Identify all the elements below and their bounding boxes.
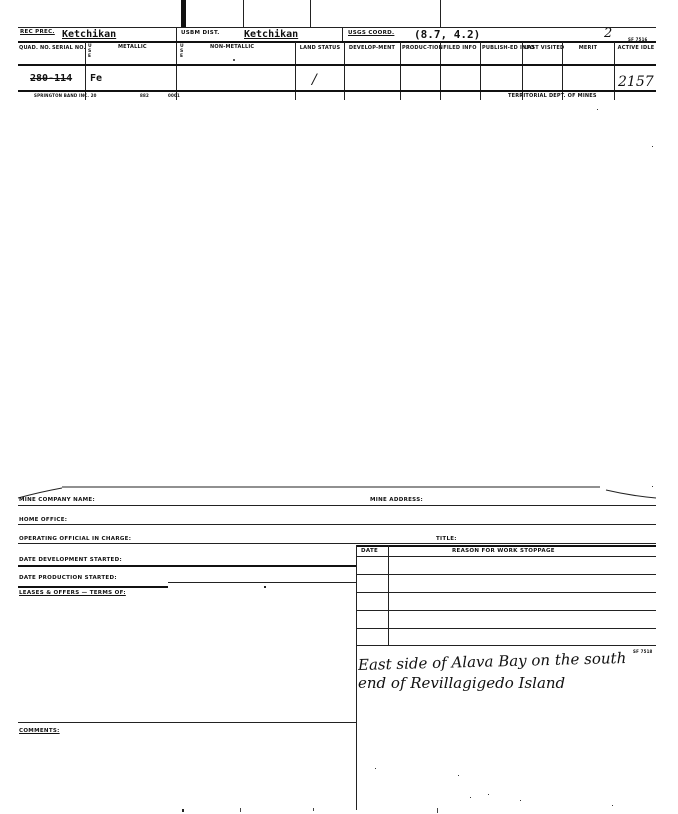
col-use-top: U S E [88, 44, 92, 59]
usbm-dist-label: USBM DIST. [181, 30, 220, 36]
top-stub-line [440, 0, 441, 27]
printer-credit: SPRINGTON BAND INC. 20 [34, 93, 97, 98]
comments-label: COMMENTS: [19, 728, 60, 734]
speck [313, 808, 314, 811]
printer-code-1: 882 [140, 93, 149, 98]
rule [18, 27, 656, 28]
speck [182, 809, 184, 812]
col-merit: MERIT [578, 45, 598, 51]
speck [652, 146, 653, 147]
active-idle-value: 2157 [618, 74, 654, 90]
date-production-label: DATE PRODUCTION STARTED: [19, 575, 117, 581]
form-number-top: SF 7516 [628, 37, 648, 42]
rule [356, 645, 656, 646]
rule [356, 574, 656, 575]
col-non-metallic: NON-METALLIC [210, 44, 255, 50]
rule [18, 41, 656, 43]
handwritten-location-line2: end of Revillagigedo Island [358, 674, 566, 692]
rule [356, 592, 656, 593]
printer-code-2: 0001 [168, 93, 180, 98]
usbm-dist-value: Ketchikan [244, 29, 299, 40]
rule [18, 90, 656, 92]
rule [356, 628, 656, 629]
speck [597, 109, 598, 110]
rule [388, 545, 389, 645]
rule [18, 565, 356, 567]
date-development-label: DATE DEVELOPMENT STARTED: [19, 557, 122, 563]
col-development: DEVELOP-MENT [348, 45, 396, 51]
corner-handwritten-number: 2 [604, 26, 613, 41]
speck [240, 808, 241, 812]
col-use-bottom: U S E [180, 44, 184, 59]
leases-offers-label: LEASES & OFFERS — TERMS OF: [19, 590, 126, 596]
rule [18, 505, 656, 506]
department-label: TERRITORIAL DEPT. OF MINES [508, 93, 597, 99]
land-status-value: / [312, 72, 317, 88]
rule [18, 543, 656, 544]
date-column-header: DATE [361, 548, 379, 554]
top-stub-line [310, 0, 311, 27]
rule [356, 545, 357, 810]
mine-address-label: MINE ADDRESS: [370, 497, 423, 503]
rule [356, 545, 656, 547]
col-last-visited: LAST VISITED [524, 45, 565, 51]
top-stub-line [243, 0, 244, 27]
handwritten-location-line1: East side of Alava Bay on the south [357, 648, 627, 674]
rec-prec-value: Ketchikan [62, 29, 117, 40]
speck [375, 768, 376, 769]
col-production: PRODUC-TION [402, 45, 444, 51]
quad-serial-value: 280-114 [30, 73, 73, 84]
rule [168, 582, 356, 583]
rule [18, 722, 356, 723]
rule [356, 556, 656, 557]
operating-official-label: OPERATING OFFICIAL IN CHARGE: [19, 536, 132, 542]
speck [470, 797, 471, 798]
speck [437, 808, 438, 813]
title-label: TITLE: [436, 536, 457, 542]
rec-prec-label: REC PREC. [20, 29, 55, 35]
black-tab-marker [181, 0, 186, 27]
speck [520, 800, 521, 801]
col-quad-no: QUAD. NO. [19, 45, 51, 51]
col-serial-no: SERIAL NO. [52, 45, 86, 51]
metallic-value: Fe [90, 73, 103, 84]
rule [18, 586, 168, 588]
tick-mark [264, 586, 266, 588]
col-active-idle: ACTIVE IDLE [617, 45, 655, 51]
col-metallic: METALLIC [118, 44, 147, 50]
usgs-coord-value: (8.7, 4.2) [414, 28, 481, 41]
rule [356, 610, 656, 611]
col-published-info: PUBLISH-ED INFO [482, 45, 535, 51]
dot-mark [233, 59, 235, 61]
reason-column-header: REASON FOR WORK STOPPAGE [452, 548, 555, 554]
rule [18, 64, 656, 66]
mine-company-name-label: MINE COMPANY NAME: [19, 497, 95, 503]
col-filed-info: FILED INFO [443, 45, 477, 51]
speck [488, 794, 489, 795]
rule [342, 27, 343, 41]
rule [18, 524, 656, 525]
home-office-label: HOME OFFICE: [19, 517, 68, 523]
speck [612, 805, 613, 806]
speck [458, 775, 459, 776]
usgs-coord-label: USGS COORD. [348, 30, 395, 36]
card-top-curve [0, 482, 678, 502]
form-number-bottom: SF 7518 [633, 649, 653, 654]
col-land-status: LAND STATUS [299, 45, 341, 51]
